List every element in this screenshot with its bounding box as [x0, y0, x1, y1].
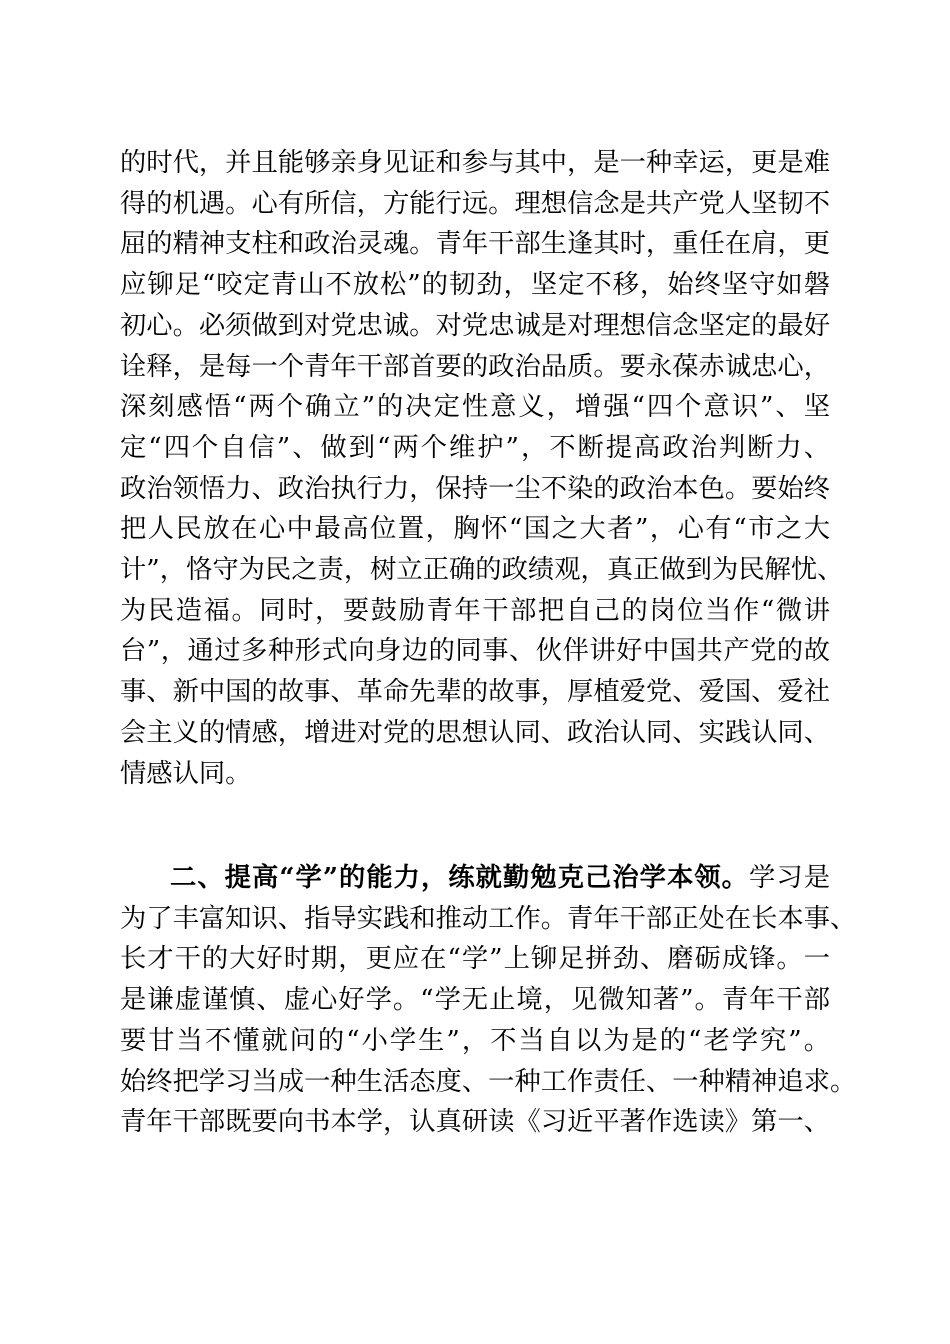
text-line: 初心。必须做到对党忠诚。对党忠诚是对理想信念坚定的最好 [120, 310, 831, 341]
text-line: 屈的精神支柱和政治灵魂。青年干部生逢其时，重任在肩，更 [120, 229, 831, 260]
text-line: 青年干部既要向书本学，认真研读《习近平著作选读》第一、 [120, 1107, 831, 1138]
text-line: 事、新中国的故事、革命先辈的故事，厚植爱党、爱国、爱社 [120, 677, 831, 708]
text-line: 深刻感悟“两个确立”的决定性意义，增强“四个意识”、坚 [120, 392, 830, 423]
text-line: 要甘当不懂就问的“小学生”，不当自以为是的“老学究”。 [120, 1025, 830, 1056]
text-line: 定“四个自信”、做到“两个维护”，不断提高政治判断力、 [120, 432, 830, 463]
text-line: 为民造福。同时，要鼓励青年干部把自己的岗位当作“微讲 [120, 595, 830, 626]
section-heading: 二、提高“学”的能力，练就勤勉克己治学本领。 [170, 862, 750, 893]
text-line: 的时代，并且能够亲身见证和参与其中，是一种幸运，更是难 [120, 148, 831, 178]
text-line: 诠释，是每一个青年干部首要的政治品质。要永葆赤诚忠心， [120, 351, 831, 382]
text-line: 得的机遇。心有所信，方能行远。理想信念是共产党人坚韧不 [120, 188, 831, 219]
text-line: 始终把学习当成一种生活态度、一种工作责任、一种精神追求。 [120, 1066, 857, 1097]
section-heading-line [170, 858, 830, 898]
text-line: 台”，通过多种形式向身边的同事、伙伴讲好中国共产党的故 [120, 636, 830, 667]
text-line: 是谦虚谨慎、虚心好学。“学无止境，见微知著”。青年干部 [120, 985, 830, 1016]
text-line: 应铆足“咬定青山不放松”的韧劲，坚定不移，始终坚守如磐 [120, 270, 830, 301]
section-heading-continuation: 学习是 [749, 863, 830, 893]
text-line: 会主义的情感，增进对党的思想认同、政治认同、实践认同、 [120, 717, 831, 748]
text-line: 情感认同。 [120, 758, 252, 789]
text-line: 为了丰富知识、指导实践和推动工作。青年干部正处在长本事、 [120, 903, 857, 934]
text-line: 政治领悟力、政治执行力，保持一尘不染的政治本色。要始终 [120, 473, 831, 504]
text-line: 计”，恪守为民之责，树立正确的政绩观，真正做到为民解忧、 [120, 555, 844, 585]
text-line: 把人民放在心中最高位置，胸怀“国之大者”，心有“市之大 [120, 514, 830, 545]
text-line: 长才干的大好时期，更应在“学”上铆足拼劲、磨砺成锋。一 [120, 944, 830, 975]
